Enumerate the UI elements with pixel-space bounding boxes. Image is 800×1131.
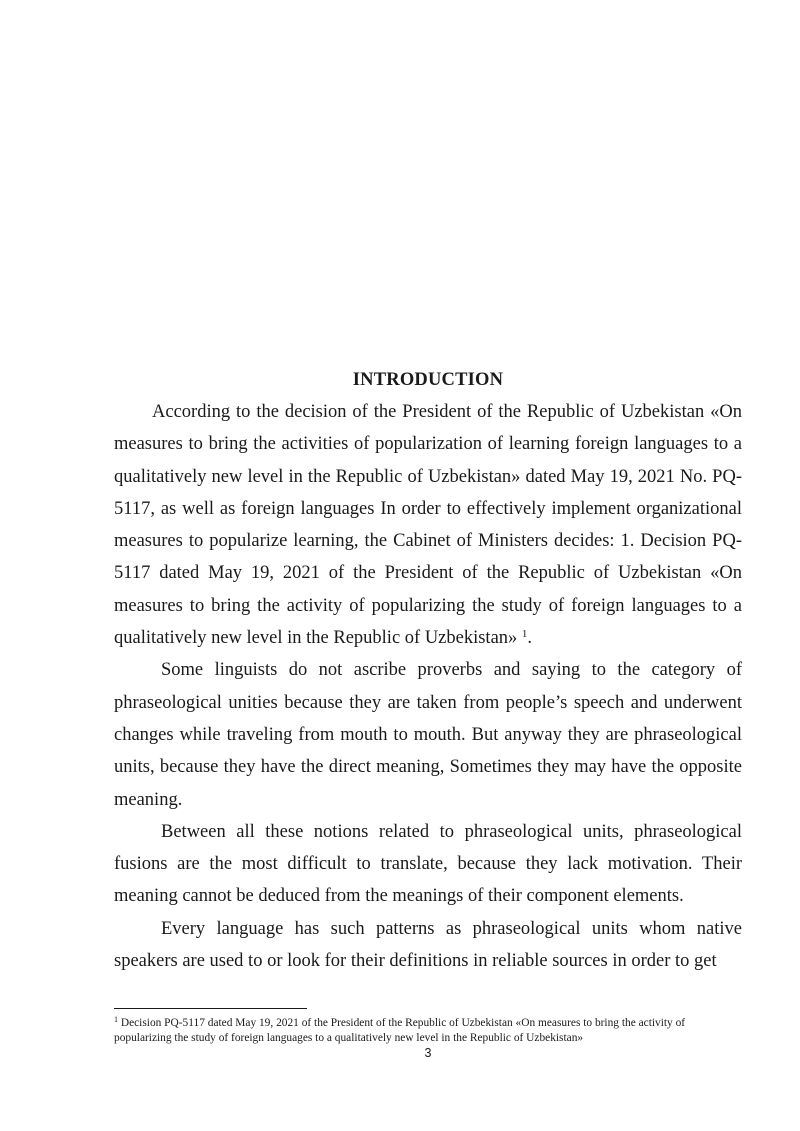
footnote-reference[interactable]: 1	[521, 628, 528, 641]
footnote-separator	[114, 1008, 307, 1009]
body-text	[114, 396, 742, 977]
paragraph-1-end: .	[527, 628, 533, 649]
section-heading: INTRODUCTION	[352, 370, 504, 390]
paragraph-1	[114, 396, 742, 654]
paragraph-4: Every language has such patterns as phraseological units whom native speakers are used to or look for their definitions in reliable sources in order to get	[114, 918, 742, 972]
footnote	[114, 1016, 742, 1045]
paragraph-2: Some linguists do not ascribe proverbs and saying to the category of phraseological unities because they are taken from people’s speech and underwent changes while traveling from mouth to mouth. But anyway they are phraseological units, because they have the direct meaning, Sometimes they may have the opposite meaning.	[114, 660, 742, 810]
page-number: 3	[424, 1046, 432, 1060]
paragraph-3: Between all these notions related to phraseological units, phraseological fusions are the most difficult to translate, because they lack motivation. Their meaning cannot be deduced from the meanings of their component elements.	[114, 821, 742, 907]
footnote-marker: 1	[114, 1015, 118, 1024]
paragraph-1-text: According to the decision of the President of the Republic of Uzbekistan «On measures to bring the activities of popularization of learning foreign languages to a qualitatively new level in the Republic of Uzbekistan» dated May 19, 2021 No. PQ-5117, as well as foreign languages In order to effectively implement organizational measures to popularize learning, the Cabinet of Ministers decides: 1. Decision PQ-5117 dated May 19, 2021 of the President of the Republic of Uzbekistan «On measures to bring the activity of popularizing the study of foreign languages to a qualitatively new level in the Republic of Uzbekistan»	[114, 402, 742, 649]
footnote-text: Decision PQ-5117 dated May 19, 2021 of the President of the Republic of Uzbekistan «On measures to bring the activity of popularizing the study of foreign languages to a qualitatively new level in the Republic of Uzbekistan»	[114, 1017, 686, 1044]
